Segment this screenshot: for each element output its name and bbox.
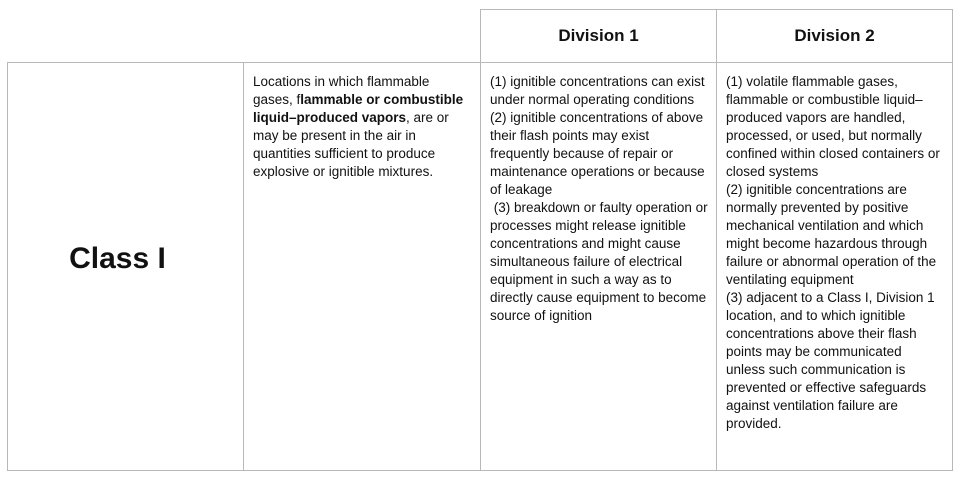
division-1-cell bbox=[480, 62, 717, 471]
division-2-header: Division 2 bbox=[794, 26, 875, 45]
division-2-condition-1: (1) volatile flammable gases, flammable or combustible liquid–produced vapors are handled, processed, or used, but normally confined within closed containers or closed systems bbox=[726, 74, 940, 179]
division-2-cell bbox=[716, 62, 953, 471]
division-1-header-cell bbox=[480, 9, 717, 63]
division-2-condition-3: (3) adjacent to a Class I, Division 1 location, and to which ignitible concentrations above their flash points may be communicated unless such communication is prevented or effective safeguards against ventilation failure are provided. bbox=[726, 290, 935, 431]
division-1-condition-1: (1) ignitible concentrations can exist under normal operating conditions bbox=[490, 74, 705, 107]
description-bold: lammable or combustible liquid–produced vapors bbox=[253, 92, 464, 125]
division-1-header: Division 1 bbox=[558, 26, 639, 45]
division-1-condition-3: (3) breakdown or faulty operation or processes might release ignitible concentrations and might cause simultaneous failure of electrical equipment in such a way as to directly cause equipment to become source of ignition bbox=[490, 200, 712, 323]
class-label: Class I bbox=[69, 241, 166, 275]
class-cell bbox=[7, 62, 244, 471]
description-part-3: , are or may be present in the air in quantities sufficient to produce explosive or ignitible mixtures. bbox=[253, 110, 449, 179]
division-1-condition-2: (2) ignitible concentrations of above their flash points may exist frequently because of repair or maintenance operations or because of leakage bbox=[490, 110, 705, 197]
division-2-header-cell bbox=[716, 9, 953, 63]
description-part-1: Locations in which flammable gases, f bbox=[253, 74, 430, 107]
description-cell bbox=[243, 62, 481, 471]
division-2-condition-2: (2) ignitible concentrations are normally prevented by positive mechanical ventilation and which might become hazardous through failure or abnormal operation of the ventilating equipment bbox=[726, 182, 937, 287]
